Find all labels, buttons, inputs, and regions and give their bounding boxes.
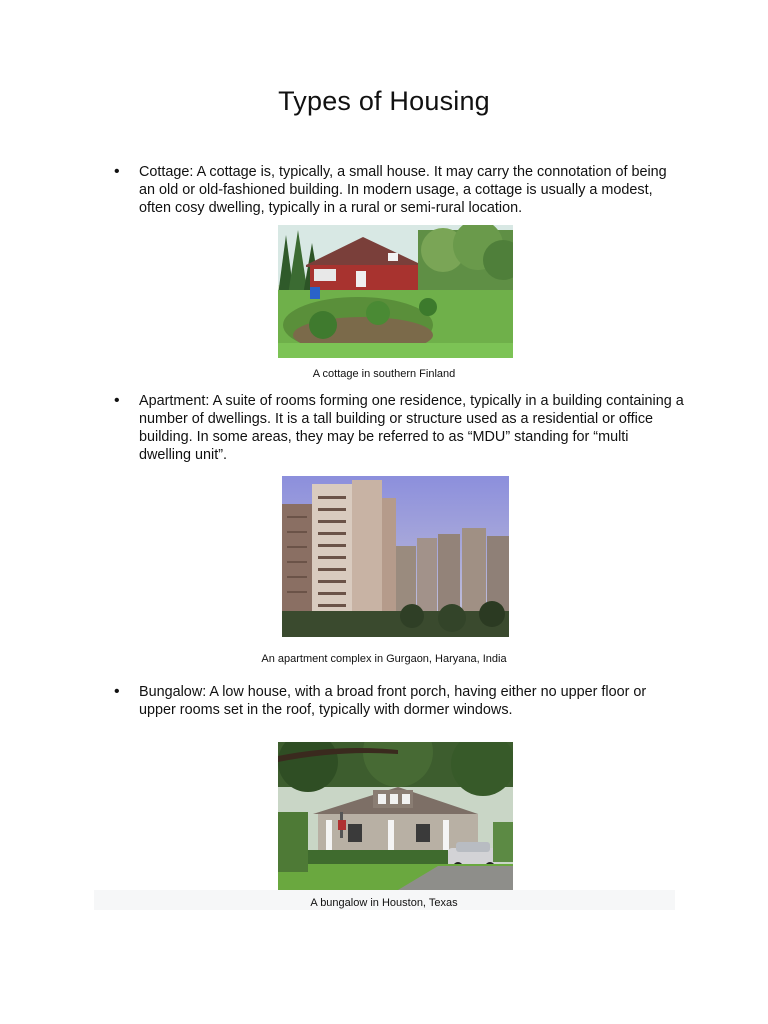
cottage-caption: A cottage in southern Finland xyxy=(312,368,456,380)
apartment-description: Apartment: A suite of rooms forming one residence, typically in a building containing a number of dwellings. It is a tall building or structure used as a residential or office building. In some areas, they may be referred to as “MDU” standing for “multi dwelling unit”. xyxy=(139,393,684,463)
apartment-photo xyxy=(282,476,509,637)
bullet-marker: • xyxy=(114,683,120,700)
cottage-description: Cottage: A cottage is, typically, a small house. It may carry the connotation of being an old or old-fashioned building. In modern usage, a cottage is usually a modest, often cosy dwelling, typically in a rural or semi-rural location. xyxy=(139,164,667,216)
apartment-caption: An apartment complex in Gurgaon, Haryana, India xyxy=(261,653,507,665)
bullet-marker: • xyxy=(114,163,120,180)
cottage-photo xyxy=(278,225,513,358)
page-title: Types of Housing xyxy=(278,86,490,116)
bungalow-description: Bungalow: A low house, with a broad front porch, having either no upper floor or upper rooms set in the roof, typically with dormer windows. xyxy=(139,684,647,718)
bungalow-caption: A bungalow in Houston, Texas xyxy=(310,897,458,909)
bungalow-photo xyxy=(278,742,513,890)
bullet-marker: • xyxy=(114,392,120,409)
